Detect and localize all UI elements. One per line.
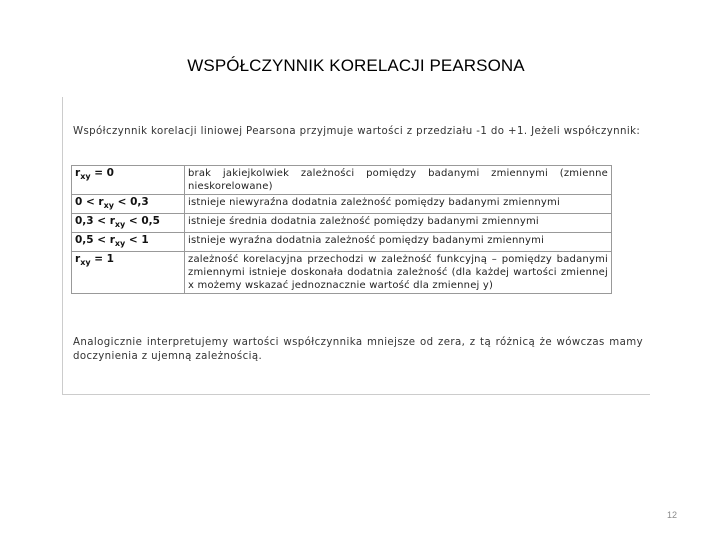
correlation-table: [71, 165, 612, 294]
table-row: [72, 214, 612, 233]
page-number: 12: [666, 510, 677, 520]
table-row: [72, 233, 612, 252]
table-row: [72, 166, 612, 195]
slide-title: WSPÓŁCZYNNIK KORELACJI PEARSONA: [187, 56, 525, 75]
content-image: [62, 97, 650, 395]
range-cell: $0 < r_{xy} < 0,3$: [72, 195, 185, 214]
intro-paragraph: Współczynnik korelacji liniowej Pearsona przyjmuje wartości z przedziału -1 do +1. Jeżeli współczynnik:: [73, 126, 641, 137]
outro-paragraph: Analogicznie interpretujemy wartości współczynnika mniejsze od zera, z tą różnicą że wówczas mamy doczynienia z ujemną zależnością.: [73, 337, 643, 362]
description-cell: brak jakiejkolwiek zależności pomiędzy badanymi zmiennymi (zmienne nieskorelowane): [185, 166, 612, 195]
description-cell: istnieje średnia dodatnia zależność pomiędzy badanymi zmiennymi: [185, 214, 612, 233]
table-row: [72, 252, 612, 294]
description-cell: istnieje wyraźna dodatnia zależność pomiędzy badanymi zmiennymi: [185, 233, 612, 252]
range-cell: $r_{xy} = 1$: [72, 252, 185, 294]
description-cell: istnieje niewyraźna dodatnia zależność pomiędzy badanymi zmiennymi: [185, 195, 612, 214]
range-cell: $0,5 < r_{xy} < 1$: [72, 233, 185, 252]
range-cell: $r_{xy} = 0$: [72, 166, 185, 195]
range-cell: $0,3 < r_{xy} < 0,5$: [72, 214, 185, 233]
description-cell: zależność korelacyjna przechodzi w zależność funkcyjną – pomiędzy badanymi zmiennymi istnieje doskonała dodatnia zależność (dla każdej wartości zmiennej x możemy wskazać jednoznacznie wartość dla zmiennej y): [185, 252, 612, 294]
table-row: [72, 195, 612, 214]
